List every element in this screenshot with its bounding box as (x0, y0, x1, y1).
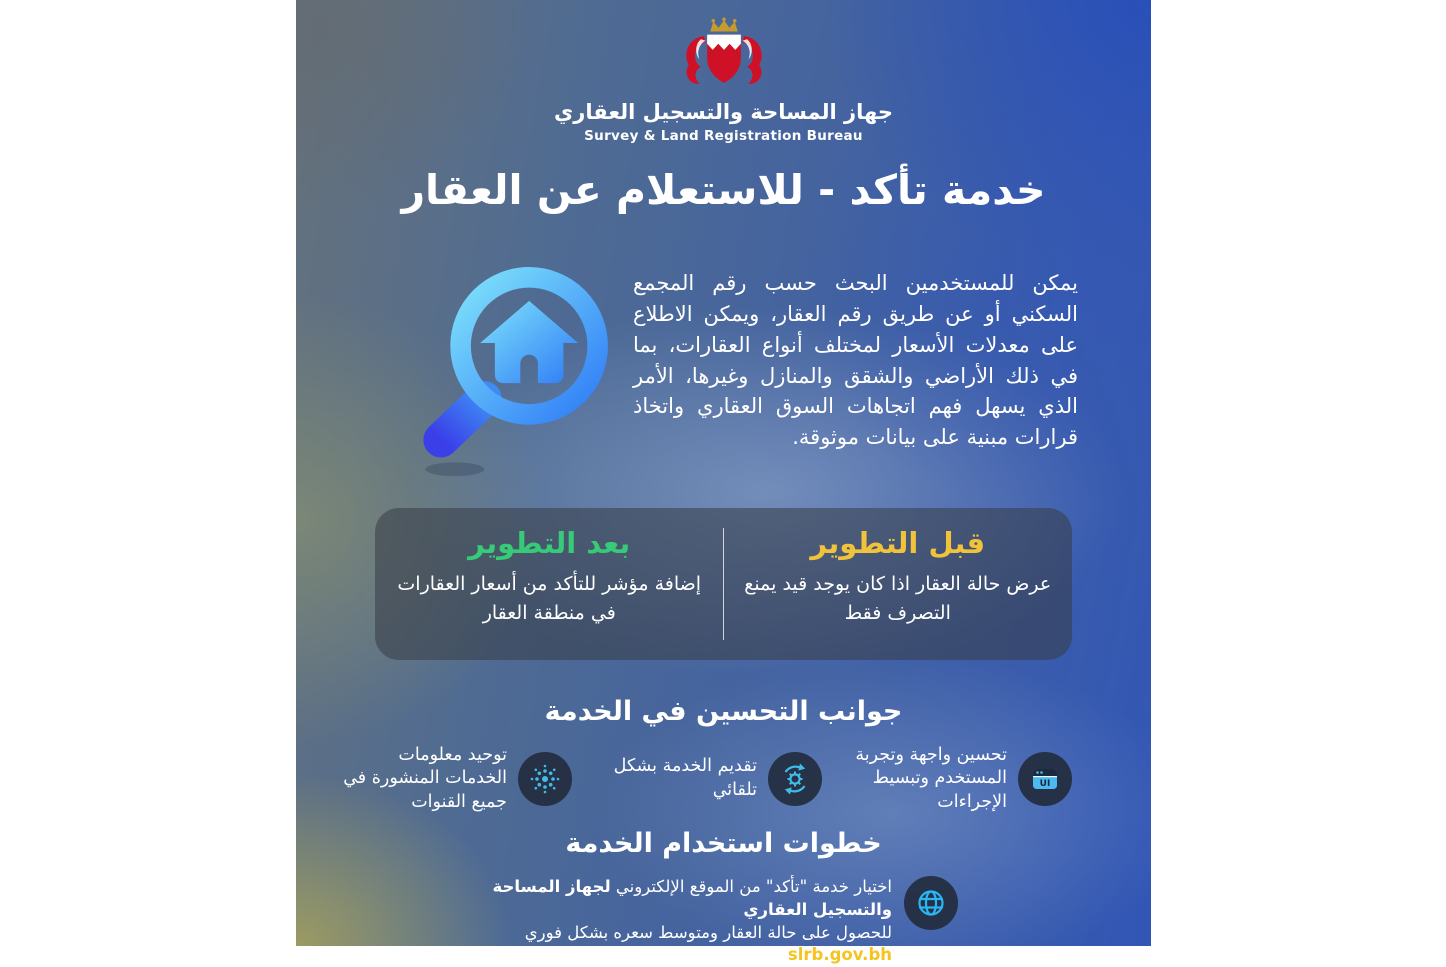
improvement-item-ui (827, 744, 1072, 814)
improvement-label: تحسين واجهة وتجربة المستخدم وتبسيط الإجراءات (855, 744, 1007, 812)
improvement-label: توحيد معلومات الخدمات المنشورة في جميع القنوات (343, 744, 507, 812)
property-search-magnifier-icon (394, 246, 629, 481)
service-description: يمكن للمستخدمين البحث حسب رقم المجمع السكني أو عن طريق رقم العقار، ويمكن الاطلاع على معدلات الأسعار لمختلف أنواع العقارات، بما في ذلك الأراضي والشقق والمنازل وغيرها، الأمر الذي يسهل فهم اتجاهات السوق العقاري واتخاذ قرارات مبنية على بيانات موثوقة. (633, 271, 1078, 450)
step-description (457, 876, 892, 967)
step-line1-bold: لجهاز المساحة والتسجيل العقاري (492, 877, 892, 919)
after-development-text: إضافة مؤشر للتأكد من أسعار العقارات في منطقة العقار (397, 573, 702, 625)
website-link[interactable]: slrb.gov.bh (787, 945, 892, 965)
before-development-title: قبل التطوير (810, 526, 986, 560)
improvement-label: تقديم الخدمة بشكل تلقائي (613, 756, 757, 800)
step-line1-regular: اختيار خدمة "تأكد" من الموقع الإلكتروني (610, 877, 892, 896)
bureau-logo (296, 12, 1151, 144)
ui-window-icon (1018, 752, 1072, 806)
improvement-item-unified-info (337, 744, 572, 814)
improvement-item-automation (587, 744, 822, 814)
automation-gear-icon (768, 752, 822, 806)
step-line2: للحصول على حالة العقار ومتوسط سعره بشكل فوري (524, 922, 892, 942)
globe-icon (904, 876, 958, 930)
bureau-name-arabic: جهاز المساحة والتسجيل العقاري (554, 100, 893, 124)
service-step (457, 876, 958, 967)
bahrain-coat-of-arms-icon (678, 12, 770, 94)
after-development-column (375, 508, 724, 660)
after-development-title: بعد التطوير (468, 526, 631, 560)
improvements-section-title: جوانب التحسين في الخدمة (544, 696, 903, 727)
panel-divider (723, 528, 725, 640)
infographic-poster (296, 0, 1151, 965)
before-development-column (724, 508, 1073, 660)
network-dots-icon (518, 752, 572, 806)
steps-section-title: خطوات استخدام الخدمة (565, 828, 882, 859)
svg-text:UI: UI (1039, 778, 1051, 789)
before-development-text: عرض حالة العقار اذا كان يوجد قيد يمنع التصرف فقط (744, 573, 1052, 625)
bureau-name-english: Survey & Land Registration Bureau (584, 128, 863, 144)
before-after-panel (375, 508, 1072, 660)
page-title: خدمة تأكد - للاستعلام عن العقار (401, 166, 1046, 214)
